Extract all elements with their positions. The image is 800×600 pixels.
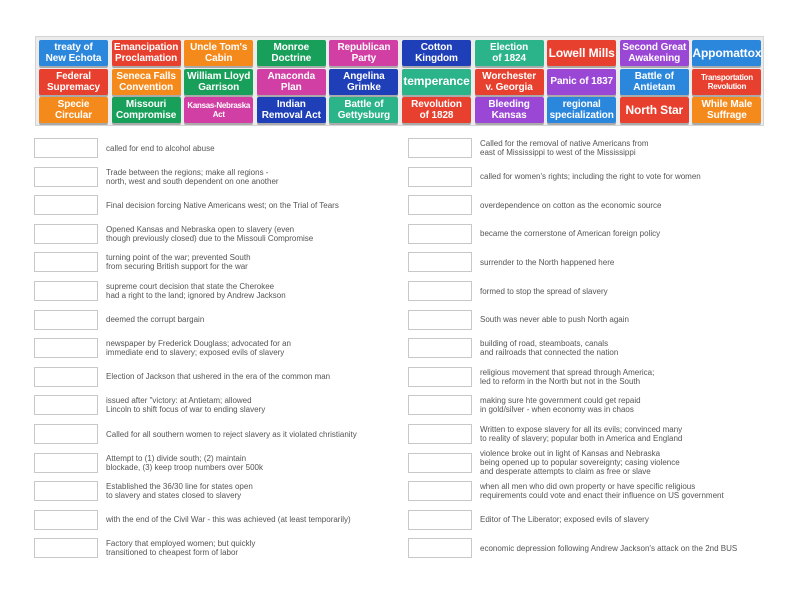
answer-drop-slot[interactable] [34,395,98,415]
match-row [34,309,396,331]
clue-text: Editor of The Liberator; exposed evils of slavery [480,515,649,525]
answer-tile[interactable]: treaty of New Echota [39,40,108,66]
match-row [408,537,770,559]
match-row [34,509,396,531]
answer-tile[interactable]: Revolution of 1828 [402,97,471,123]
match-row [408,509,770,531]
answer-drop-slot[interactable] [34,138,98,158]
match-row [408,223,770,245]
clue-text: became the cornerstone of American foreign policy [480,229,661,239]
match-row [408,194,770,216]
answer-tile[interactable]: Second Great Awakening [620,40,689,66]
clue-text: surrender to the North happened here [480,257,615,267]
answer-tile[interactable]: Angelina Grimke [329,69,398,95]
answer-tile[interactable]: Specie Circular [39,97,108,123]
answer-drop-slot[interactable] [408,481,472,501]
answer-drop-slot[interactable] [34,224,98,244]
answer-drop-slot[interactable] [34,310,98,330]
clue-text: overdependence on cotton as the economic source [480,200,662,210]
match-row [408,166,770,188]
answer-drop-slot[interactable] [34,481,98,501]
answer-tile[interactable]: regional specialization [547,97,616,123]
answer-drop-slot[interactable] [34,453,98,473]
match-row [34,280,396,302]
clue-text: formed to stop the spread of slavery [480,286,608,296]
answer-drop-slot[interactable] [34,367,98,387]
clue-text: Final decision forcing Native Americans west; on the Trial of Tears [106,200,339,210]
match-row [34,194,396,216]
match-row [34,251,396,273]
clue-text: Opened Kansas and Nebraska open to slavery (even though previously closed) due to the Missouli Compromise [106,224,314,243]
answer-tile[interactable]: Indian Removal Act [257,97,326,123]
clue-text: South was never able to push North again [480,315,629,325]
match-row [408,480,770,502]
clue-text: issued after "victory: at Antietam; allowed Lincoln to shift focus of war to ending slavery [106,396,266,415]
answer-drop-slot[interactable] [408,453,472,473]
answer-tile[interactable]: Missouri Compromise [112,97,181,123]
answer-tile[interactable]: Lowell Mills [547,40,616,66]
answer-drop-slot[interactable] [34,167,98,187]
clue-text: newspaper by Frederick Douglass; advocated for an immediate end to slavery; exposed evils of slavery [106,339,291,358]
answer-drop-slot[interactable] [408,224,472,244]
answer-drop-slot[interactable] [408,252,472,272]
answer-drop-slot[interactable] [408,167,472,187]
match-row [34,394,396,416]
answer-tile[interactable]: Republican Party [329,40,398,66]
answer-tile[interactable]: Transportation Revolution [692,69,761,95]
answer-tile[interactable]: Bleeding Kansas [475,97,544,123]
clue-text: violence broke out in light of Kansas and Nebraska being opened up to popular sovereignty; casing violence and desperate attempts to claim as free or slave [480,449,680,477]
answer-tile[interactable]: Panic of 1837 [547,69,616,95]
answer-drop-slot[interactable] [34,252,98,272]
match-row [408,280,770,302]
answer-tile[interactable]: Appomattox [692,40,761,66]
clue-text: Attempt to (1) divide south; (2) maintain blockade, (3) keep troop numbers over 500k [106,453,263,472]
answer-tile[interactable]: Federal Supremacy [39,69,108,95]
answer-tile[interactable]: North Star [620,97,689,123]
clue-text: economic depression following Andrew Jackson's attack on the 2nd BUS [480,543,738,553]
answer-drop-slot[interactable] [408,538,472,558]
answer-drop-slot[interactable] [408,338,472,358]
answer-tile[interactable]: Battle of Antietam [620,69,689,95]
answer-drop-slot[interactable] [408,310,472,330]
answer-drop-slot[interactable] [408,138,472,158]
answer-tile[interactable]: Anaconda Plan [257,69,326,95]
match-row [34,337,396,359]
match-row [34,423,396,445]
clue-text: called for end to alcohol abuse [106,143,215,153]
answer-drop-slot[interactable] [34,281,98,301]
answer-drop-slot[interactable] [408,195,472,215]
clue-text: making sure hte government could get repaid in gold/silver - when economy was in chaos [480,396,641,415]
clue-text: Factory that employed women; but quickly transitioned to cheapest form of labor [106,539,256,558]
answer-drop-slot[interactable] [408,281,472,301]
clue-text: Trade between the regions; make all regions - north, west and south dependent on one another [106,167,279,186]
answer-drop-slot[interactable] [408,395,472,415]
answer-tile[interactable]: Worchester v. Georgia [475,69,544,95]
clue-text: Called for the removal of native Americans from east of Mississippi to west of the Mississippi [480,139,649,157]
clue-text: supreme court decision that state the Cherokee had a right to the land; ignored by Andrew Jackson [106,282,286,300]
match-row [408,309,770,331]
answer-drop-slot[interactable] [34,510,98,530]
match-row [408,423,770,445]
clue-text: with the end of the Civil War - this was achieved (at least temporarily) [106,515,351,525]
match-row [34,223,396,245]
match-row [34,137,396,159]
answer-drop-slot[interactable] [408,510,472,530]
match-row [408,137,770,159]
answer-tile[interactable]: William Lloyd Garrison [184,69,253,95]
answer-tile[interactable]: Emancipation Proclamation [112,40,181,66]
answer-tile[interactable]: Election of 1824 [475,40,544,66]
clue-text: called for women's rights; including the right to vote for women [480,172,701,182]
clue-text: when all men who did own property or have specific religious requirements could vote and enact their influence on US government [480,482,724,501]
answer-tile[interactable]: While Male Suffrage [692,97,761,123]
answer-tile[interactable]: Battle of Gettysburg [329,97,398,123]
match-row [34,166,396,188]
match-row [408,449,770,477]
match-row [408,251,770,273]
answer-drop-slot[interactable] [34,195,98,215]
match-row [408,366,770,388]
clue-text: Established the 36/30 line for states open to slavery and states closed to slavery [106,482,253,501]
clue-text: turning point of the war; prevented South from securing British support for the war [106,253,251,272]
answer-drop-slot[interactable] [408,367,472,387]
answer-drop-slot[interactable] [34,538,98,558]
clue-text: Election of Jackson that ushered in the era of the common man [106,372,331,382]
clue-text: Written to expose slavery for all its evils; convinced many to reality of slavery; popular both in America and England [480,425,683,443]
answer-tile[interactable]: Kansas-Nebraska Act [184,97,253,123]
match-row [34,480,396,502]
answer-tile[interactable]: temperance [402,69,471,95]
match-row [34,537,396,559]
match-row [408,337,770,359]
match-row [408,394,770,416]
answer-tile[interactable]: Uncle Tom's Cabin [184,40,253,66]
answer-tile[interactable]: Seneca Falls Convention [112,69,181,95]
clue-text: religious movement that spread through America; led to reform in the North but not in the South [480,367,655,386]
answer-tile[interactable]: Monroe Doctrine [257,40,326,66]
answer-drop-slot[interactable] [408,424,472,444]
clue-text: Called for all southern women to reject slavery as it violated christianity [106,429,357,439]
clue-text: building of road, steamboats, canals and railroads that connected the nation [480,339,619,358]
answer-drop-slot[interactable] [34,338,98,358]
answer-tile[interactable]: Cotton Kingdom [402,40,471,66]
clue-text: deemed the corrupt bargain [106,315,205,325]
match-row [34,366,396,388]
answer-drop-slot[interactable] [34,424,98,444]
match-row [34,452,396,474]
